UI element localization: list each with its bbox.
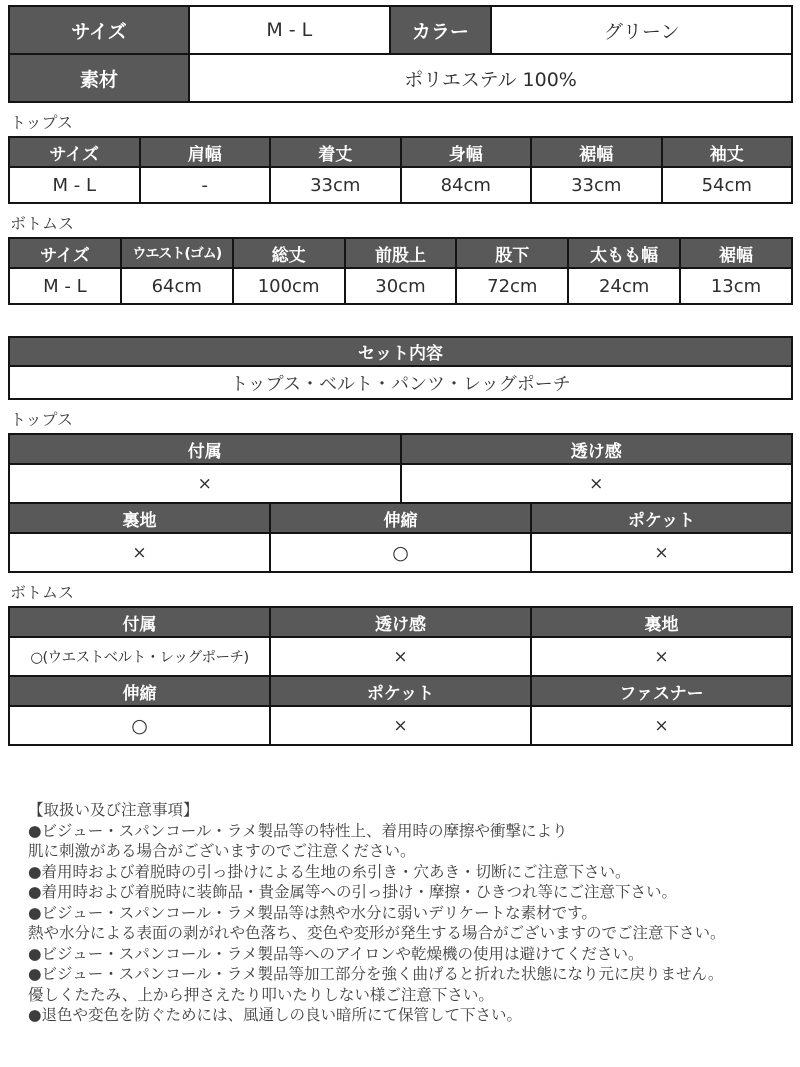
- spec-value-cell: 84cm: [401, 167, 532, 203]
- feature-value-cell: ×: [401, 464, 793, 503]
- bottoms-features-table: [8, 606, 793, 746]
- feature-header-cell: 付属: [9, 434, 401, 464]
- notes-line: ●ビジュー・スパンコール・ラメ製品等の特性上、着用時の摩擦や衝撃により: [28, 821, 568, 840]
- table-row: [9, 366, 792, 399]
- feature-header-cell: 裏地: [531, 607, 792, 637]
- tops-size-section-label: トップス: [10, 113, 73, 132]
- feature-value-cell: ○: [270, 533, 531, 572]
- notes-title: 【取扱い及び注意事項】: [28, 801, 199, 819]
- feature-value-cell: ×: [531, 637, 792, 676]
- bottoms-features-section-label: ボトムス: [10, 583, 75, 602]
- table-row: [9, 337, 792, 366]
- material-header-cell: 素材: [9, 54, 189, 102]
- tops-features-table: [8, 433, 793, 573]
- color-header-cell: カラー: [390, 6, 492, 54]
- table-row: [9, 533, 792, 572]
- color-value-cell: グリーン: [491, 6, 792, 54]
- table-row: [9, 706, 792, 745]
- notes-line: ●ビジュー・スパンコール・ラメ製品等加工部分を強く曲げると折れた状態になり元に戻りません。: [28, 965, 724, 983]
- spec-value-cell: 24cm: [568, 268, 680, 304]
- spec-value-cell: M - L: [9, 167, 140, 203]
- spec-header-cell: サイズ: [9, 137, 140, 167]
- spec-header-cell: 太もも幅: [568, 238, 680, 268]
- spec-value-cell: 100cm: [233, 268, 345, 304]
- table-row: [9, 503, 792, 533]
- feature-header-cell: 透け感: [401, 434, 793, 464]
- notes-line: ●退色や変色を防ぐためには、風通しの良い暗所にて保管して下さい。: [28, 1006, 523, 1024]
- table-row: [9, 167, 792, 203]
- size-value-cell: M - L: [189, 6, 389, 54]
- table-row: [9, 238, 792, 268]
- spec-value-cell: 13cm: [680, 268, 792, 304]
- notes-line: 肌に刺激がある場合がございますのでご注意ください。: [28, 842, 416, 860]
- feature-value-cell: ○(ウエストベルト・レッグポーチ): [9, 637, 270, 676]
- notes-line: ●ビジュー・スパンコール・ラメ製品等は熱や水分に弱いデリケートな素材です。: [28, 903, 597, 922]
- spec-value-cell: 33cm: [531, 167, 662, 203]
- spec-header-cell: 裾幅: [531, 137, 662, 167]
- feature-header-cell: 裏地: [9, 503, 270, 533]
- spec-header-cell: 股下: [456, 238, 568, 268]
- spec-header-cell: 総丈: [233, 238, 345, 268]
- spec-header-cell: 前股上: [345, 238, 457, 268]
- table-row: [9, 434, 792, 464]
- table-row: [9, 137, 792, 167]
- feature-header-cell: 伸縮: [270, 503, 531, 533]
- feature-header-cell: 伸縮: [9, 676, 270, 706]
- spec-value-cell: -: [140, 167, 271, 203]
- handling-notes: [28, 800, 793, 1026]
- feature-value-cell: ×: [270, 706, 531, 745]
- notes-line: 熱や水分による表面の剥がれや色落ち、変色や変形が発生する場合がございますのでご注意下さい。: [28, 924, 726, 942]
- notes-line: 優しくたたみ、上から押さえたり叩いたりしない様ご注意下さい。: [28, 985, 494, 1004]
- spec-header-cell: ウエスト(ゴム): [121, 238, 233, 268]
- tops-size-table: [8, 136, 793, 204]
- spec-header-cell: 肩幅: [140, 137, 271, 167]
- tops-features-section-label: トップス: [10, 410, 73, 429]
- feature-header-cell: 透け感: [270, 607, 531, 637]
- set-contents-header-cell: セット内容: [9, 337, 792, 366]
- spec-value-cell: 64cm: [121, 268, 233, 304]
- table-row: [9, 464, 792, 503]
- notes-line: ●着用時および着脱時に装飾品・貴金属等への引っ掛け・摩擦・ひきつれ等にご注意下さい。: [28, 883, 678, 901]
- spec-header-cell: 裾幅: [680, 238, 792, 268]
- feature-header-cell: ファスナー: [531, 676, 792, 706]
- spec-header-cell: 袖丈: [662, 137, 793, 167]
- set-contents-value-cell: トップス・ベルト・パンツ・レッグポーチ: [9, 366, 792, 399]
- feature-value-cell: ×: [9, 533, 270, 572]
- feature-value-cell: ×: [9, 464, 401, 503]
- feature-value-cell: ×: [531, 533, 792, 572]
- feature-header-cell: 付属: [9, 607, 270, 637]
- spec-value-cell: 30cm: [345, 268, 457, 304]
- feature-value-cell: ×: [531, 706, 792, 745]
- feature-value-cell: ×: [270, 637, 531, 676]
- set-contents-table: [8, 336, 793, 400]
- notes-line: ●ビジュー・スパンコール・ラメ製品等へのアイロンや乾燥機の使用は避けてください。: [28, 944, 644, 963]
- summary-table: [8, 5, 793, 103]
- table-row: [9, 54, 792, 102]
- spec-header-cell: 着丈: [270, 137, 401, 167]
- table-row: [9, 637, 792, 676]
- table-row: [9, 676, 792, 706]
- spec-value-cell: 33cm: [270, 167, 401, 203]
- table-row: [9, 607, 792, 637]
- spec-value-cell: 72cm: [456, 268, 568, 304]
- table-row: [9, 6, 792, 54]
- bottoms-size-section-label: ボトムス: [10, 214, 75, 233]
- bottoms-size-table: [8, 237, 793, 305]
- spec-header-cell: サイズ: [9, 238, 121, 268]
- spec-value-cell: 54cm: [662, 167, 793, 203]
- spec-value-cell: M - L: [9, 268, 121, 304]
- feature-header-cell: ポケット: [531, 503, 792, 533]
- notes-line: ●着用時および着脱時の引っ掛けによる生地の糸引き・穴あき・切断にご注意下さい。: [28, 862, 631, 881]
- feature-value-cell: ○: [9, 706, 270, 745]
- material-value-cell: ポリエステル 100%: [189, 54, 792, 102]
- size-header-cell: サイズ: [9, 6, 189, 54]
- feature-header-cell: ポケット: [270, 676, 531, 706]
- table-row: [9, 268, 792, 304]
- spec-header-cell: 身幅: [401, 137, 532, 167]
